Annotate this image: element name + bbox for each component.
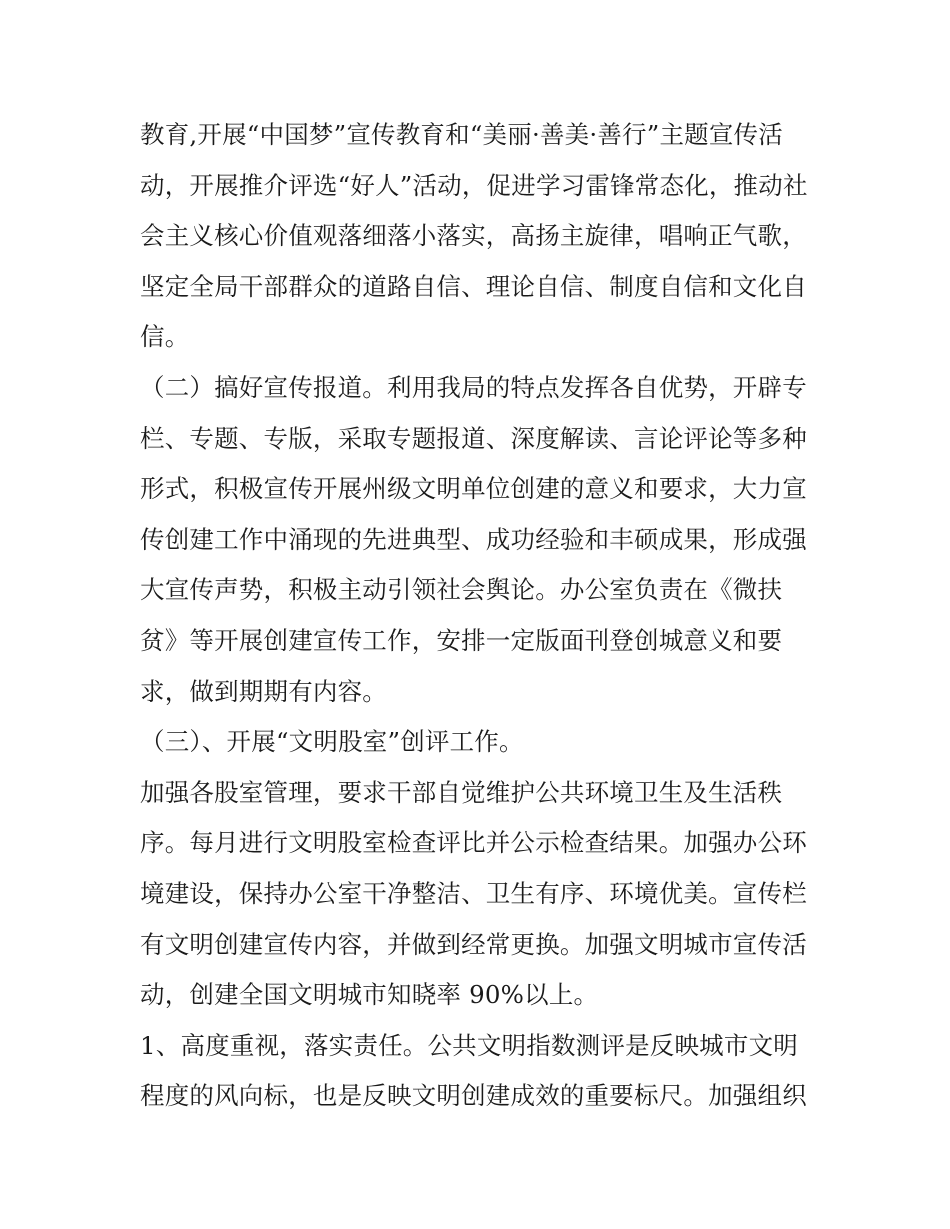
text-line: 动，开展推介评选“好人”活动，促进学习雷锋常态化，推动社 [140,170,808,200]
text-line: 有文明创建宣传内容，并做到经常更换。加强文明城市宣传活 [140,929,807,959]
section-heading-2: （二）搞好宣传报道。利用我局的特点发挥各自优势，开辟专 [140,372,807,402]
text-line: 大宣传声势，积极主动引领社会舆论。办公室负责在《微扶 [140,575,783,605]
numbered-item-1: 1、高度重视，落实责任。公共文明指数测评是反映城市文明 [140,1030,798,1060]
text-line: 程度的风向标，也是反映文明创建成效的重要标尺。加强组织 [140,1081,807,1111]
text-line: 贫》等开展创建宣传工作，安排一定版面刊登创城意义和要 [140,625,783,655]
text-line: 形式，积极宣传开展州级文明单位创建的意义和要求，大力宣 [140,474,807,504]
text-line: 栏、专题、专版，采取专题报道、深度解读、言论评论等多种 [140,423,807,453]
text-line: 动，创建全国文明城市知晓率 90%以上。 [140,980,599,1010]
section-heading-3: （三）、开展“文明股室”创评工作。 [140,727,524,757]
text-line: 序。每月进行文明股室检查评比并公示检查结果。加强办公环 [140,828,807,858]
text-line: 信。 [140,322,190,352]
text-line: 加强各股室管理，要求干部自觉维护公共环境卫生及生活秩 [140,777,783,807]
text-line: 坚定全局干部群众的道路自信、理论自信、制度自信和文化自 [140,271,807,301]
text-line: 境建设，保持办公室干净整洁、卫生有序、环境优美。宣传栏 [140,878,807,908]
text-line: 教育,开展“中国梦”宣传教育和“美丽·善美·善行”主题宣传活 [140,120,783,149]
text-line: 求，做到期期有内容。 [140,676,387,706]
text-line: 会主义核心价值观落细落小落实，高扬主旋律，唱响正气歌， [140,221,807,251]
text-line: 传创建工作中涌现的先进典型、成功经验和丰硕成果，形成强 [140,524,807,554]
body-text [140,110,830,1122]
